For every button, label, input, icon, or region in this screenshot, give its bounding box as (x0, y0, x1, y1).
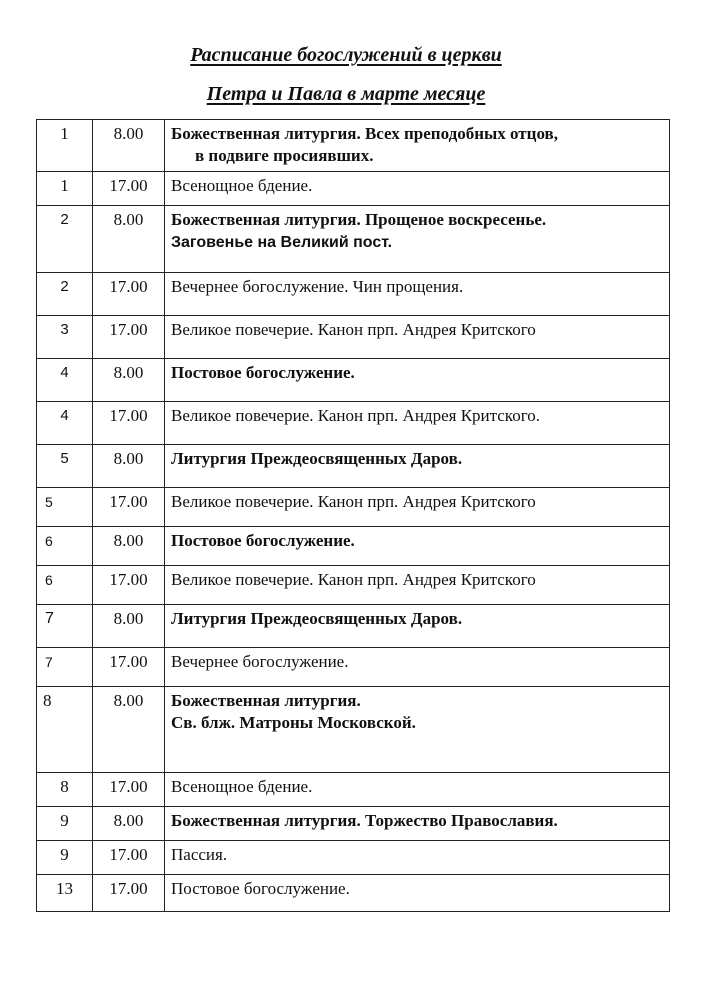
day-cell (37, 566, 93, 605)
day-value: 8 (43, 691, 52, 710)
service-text-line-1: Великое повечерие. Канон прп. Андрея Критского (171, 492, 536, 511)
day-value: 4 (60, 407, 69, 424)
service-cell (165, 273, 670, 316)
day-value: 1 (60, 124, 69, 143)
time-cell (93, 605, 165, 648)
page-title-line-1: Расписание богослужений в церкви (190, 44, 502, 66)
table-row (37, 445, 670, 488)
day-cell (37, 316, 93, 359)
service-cell (165, 402, 670, 445)
day-cell (37, 773, 93, 807)
day-value: 5 (60, 450, 69, 467)
time-value: 8.00 (113, 363, 144, 382)
time-value: 17.00 (109, 570, 148, 589)
day-cell (37, 488, 93, 527)
service-text-line-1: Постовое богослужение. (171, 531, 355, 550)
time-value: 8.00 (113, 449, 144, 468)
time-cell (93, 488, 165, 527)
service-text-line-1: Всенощное бдение. (171, 777, 313, 796)
table-row (37, 875, 670, 912)
service-text-line-1: Постовое богослужение. (171, 363, 355, 382)
service-text-line-1: Литургия Преждеосвященных Даров. (171, 449, 463, 468)
time-cell (93, 402, 165, 445)
day-cell (37, 807, 93, 841)
time-cell (93, 648, 165, 687)
time-value: 17.00 (109, 845, 148, 864)
table-row (37, 316, 670, 359)
day-cell (37, 687, 93, 773)
day-cell (37, 359, 93, 402)
service-text-line-1: Литургия Преждеосвященных Даров. (171, 609, 463, 628)
table-row (37, 359, 670, 402)
time-value: 17.00 (109, 277, 148, 296)
day-value: 13 (56, 879, 73, 898)
service-text-line-1: Великое повечерие. Канон прп. Андрея Критского (171, 320, 536, 339)
day-cell (37, 648, 93, 687)
table-row (37, 273, 670, 316)
day-value: 4 (60, 364, 69, 381)
service-text-line-2: в подвиге просиявших. (195, 146, 374, 165)
time-cell (93, 273, 165, 316)
time-cell (93, 445, 165, 488)
time-cell (93, 359, 165, 402)
day-cell (37, 445, 93, 488)
service-cell (165, 605, 670, 648)
table-row (37, 488, 670, 527)
time-value: 17.00 (109, 492, 148, 511)
service-cell (165, 773, 670, 807)
service-cell (165, 648, 670, 687)
day-cell (37, 605, 93, 648)
service-cell (165, 875, 670, 912)
time-value: 8.00 (113, 531, 144, 550)
page-title-line-2: Петра и Павла в марте месяце (206, 83, 486, 105)
service-cell (165, 172, 670, 206)
day-cell (37, 402, 93, 445)
time-value: 8.00 (113, 609, 144, 628)
day-value: 9 (60, 811, 69, 830)
day-value: 6 (45, 533, 53, 549)
day-value: 2 (60, 211, 69, 228)
day-cell (37, 206, 93, 273)
day-cell (37, 120, 93, 172)
time-value: 17.00 (109, 176, 148, 195)
table-row (37, 807, 670, 841)
time-cell (93, 875, 165, 912)
service-cell (165, 120, 670, 172)
day-value: 5 (45, 494, 53, 510)
day-value: 8 (60, 777, 69, 796)
time-value: 8.00 (113, 691, 144, 710)
time-cell (93, 687, 165, 773)
table-row (37, 687, 670, 773)
table-row (37, 773, 670, 807)
day-cell (37, 172, 93, 206)
time-cell (93, 807, 165, 841)
day-value: 6 (45, 572, 53, 588)
table-row (37, 605, 670, 648)
service-text-line-1: Вечернее богослужение. Чин прощения. (171, 277, 464, 296)
service-text-line-1: Божественная литургия. Торжество Православия. (171, 811, 558, 830)
day-value: 7 (45, 610, 54, 627)
service-text-line-1: Пассия. (171, 845, 228, 864)
time-value: 17.00 (109, 406, 148, 425)
service-cell (165, 566, 670, 605)
schedule-table (36, 119, 670, 912)
table-row (37, 172, 670, 206)
service-cell (165, 488, 670, 527)
service-text-line-1: Божественная литургия. Прощеное воскресенье. (171, 210, 547, 229)
time-value: 8.00 (113, 124, 144, 143)
table-row (37, 120, 670, 172)
day-cell (37, 273, 93, 316)
service-cell (165, 687, 670, 773)
day-value: 1 (60, 176, 69, 195)
service-text-line-2: Заговенье на Великий пост. (171, 234, 393, 251)
table-row (37, 648, 670, 687)
time-cell (93, 773, 165, 807)
service-cell (165, 316, 670, 359)
time-cell (93, 841, 165, 875)
day-cell (37, 527, 93, 566)
service-cell (165, 807, 670, 841)
time-cell (93, 566, 165, 605)
day-value: 9 (60, 845, 69, 864)
service-text-line-1: Божественная литургия. (171, 691, 361, 710)
time-value: 17.00 (109, 652, 148, 671)
service-cell (165, 527, 670, 566)
service-text-line-1: Божественная литургия. Всех преподобных отцов, (171, 124, 558, 143)
service-cell (165, 359, 670, 402)
day-value: 2 (60, 278, 69, 295)
time-value: 8.00 (113, 811, 144, 830)
day-value: 7 (45, 654, 53, 670)
time-value: 17.00 (109, 879, 148, 898)
service-text-line-1: Вечернее богослужение. (171, 652, 349, 671)
time-value: 8.00 (113, 210, 144, 229)
table-row (37, 841, 670, 875)
table-row (37, 527, 670, 566)
time-cell (93, 206, 165, 273)
table-row (37, 566, 670, 605)
day-value: 3 (60, 321, 69, 338)
time-cell (93, 316, 165, 359)
service-cell (165, 206, 670, 273)
table-row (37, 402, 670, 445)
service-cell (165, 841, 670, 875)
service-cell (165, 445, 670, 488)
day-cell (37, 841, 93, 875)
day-cell (37, 875, 93, 912)
service-text-line-1: Постовое богослужение. (171, 879, 350, 898)
service-text-line-1: Великое повечерие. Канон прп. Андрея Критского (171, 570, 536, 589)
time-value: 17.00 (109, 777, 148, 796)
time-cell (93, 172, 165, 206)
time-value: 17.00 (109, 320, 148, 339)
time-cell (93, 120, 165, 172)
time-cell (93, 527, 165, 566)
service-text-line-1: Великое повечерие. Канон прп. Андрея Критского. (171, 406, 541, 425)
table-row (37, 206, 670, 273)
service-text-line-1: Всенощное бдение. (171, 176, 313, 195)
service-text-line-2: Св. блж. Матроны Московской. (171, 713, 416, 732)
